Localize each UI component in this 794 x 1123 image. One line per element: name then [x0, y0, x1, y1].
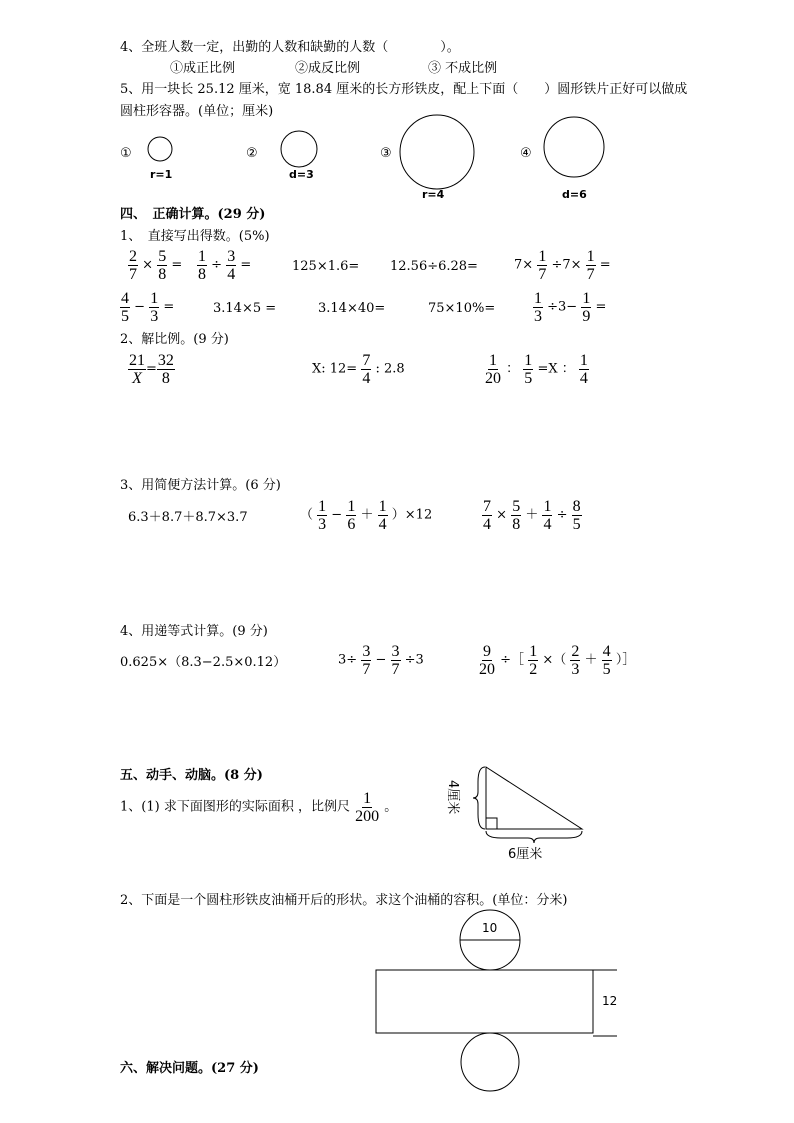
operator: ＋	[525, 507, 539, 523]
frac-den: X	[132, 370, 142, 387]
expr-1c: 125×1.6=	[292, 259, 360, 274]
s4-p2-title: 2、解比例。(9 分)	[120, 332, 229, 347]
height-label: 4厘米	[445, 780, 460, 815]
s5-p2: 2、下面是一个圆柱形铁皮油桶开后的形状。求这个油桶的容积。(单位：分米)	[120, 893, 568, 908]
frac-den: 3	[318, 516, 327, 533]
frac-num: 5	[158, 248, 167, 265]
operator: ÷7×	[551, 257, 582, 273]
equals: =	[595, 299, 607, 315]
frac-den: 4	[483, 516, 491, 533]
frac-den: 7	[362, 661, 371, 678]
frac-num: 4	[121, 290, 129, 307]
frac-den: 7	[538, 266, 547, 283]
bottom-circle	[461, 1033, 519, 1091]
operator: ×	[496, 507, 508, 523]
ratio-sep: ：	[506, 361, 520, 377]
operator: ÷	[556, 507, 568, 523]
operator: ÷	[211, 257, 223, 273]
paren-close: ）×12	[391, 507, 433, 523]
frac-den: 4	[362, 370, 371, 387]
frac-den: 4	[543, 516, 552, 533]
frac-den: 3	[571, 661, 580, 678]
expr-1g: 3.14×5 =	[213, 301, 277, 316]
question-5-line2: 圆柱形容器。(单位；厘米)	[120, 104, 274, 119]
frac-num: 3	[227, 248, 236, 265]
frac-den: 5	[602, 661, 611, 678]
expr-1h: 3.14×40=	[318, 301, 386, 316]
operator: −	[134, 299, 146, 315]
operator: ×（	[542, 652, 567, 668]
expr-1i: 75×10%=	[428, 301, 496, 316]
frac-den: 8	[161, 370, 170, 387]
circle-4-label: d=6	[562, 188, 587, 201]
operator: ＋	[360, 507, 374, 523]
frac-den: 7	[391, 661, 400, 678]
frac-den: 2	[529, 661, 538, 678]
expr-3a: 6.3＋8.7＋8.7×3.7	[128, 510, 248, 525]
operator: −	[331, 507, 343, 523]
prefix: 7×	[514, 257, 534, 273]
frac-num: 1	[534, 290, 542, 307]
frac-den: 3	[150, 308, 159, 325]
frac-num: 1	[579, 352, 588, 369]
ratio-mid: =X ：	[537, 361, 575, 377]
frac-den: 5	[572, 516, 581, 533]
circle-3-label: r=4	[422, 188, 445, 201]
suffix: ÷3	[404, 652, 424, 668]
circle-4-mark: ④	[520, 146, 532, 161]
frac-den: 20	[485, 370, 501, 387]
frac-num: 1	[543, 498, 552, 515]
base-label: 6厘米	[508, 847, 543, 862]
frac-num: 1	[363, 790, 372, 807]
equals: =	[163, 299, 175, 315]
frac-den: 8	[512, 516, 521, 533]
frac-num: 1	[538, 248, 547, 265]
circle-1-label: r=1	[150, 168, 173, 181]
circle-3-mark: ③	[380, 146, 392, 161]
circle-1-mark: ①	[120, 146, 132, 161]
question-4-text: 4、全班人数一定，出勤的人数和缺勤的人数（ ）。	[120, 40, 460, 55]
diameter-label: 10	[482, 921, 498, 935]
frac-den: 200	[355, 808, 380, 825]
q4-option-1: ①成正比例	[170, 61, 236, 76]
frac-num: 32	[157, 352, 174, 369]
frac-num: 7	[362, 352, 371, 369]
frac-num: 8	[572, 498, 581, 515]
operator: −	[375, 652, 387, 668]
frac-num: 2	[571, 643, 580, 660]
frac-den: 7	[129, 266, 137, 283]
question-5-line1: 5、用一块长 25.12 厘米，宽 18.84 厘米的长方形铁皮，配上下面（ ）圆形铁片正好可以做成	[120, 82, 688, 97]
frac-den: 8	[158, 266, 167, 283]
frac-num: 9	[483, 643, 491, 660]
frac-num: 1	[198, 248, 206, 265]
frac-num: 2	[129, 248, 137, 265]
frac-den: 5	[524, 370, 533, 387]
frac-num: 1	[582, 290, 591, 307]
frac-num: 1	[489, 352, 497, 369]
s4-p1-title: 1、 直接写出得数。(5%)	[120, 229, 270, 244]
s4-p4-title: 4、用递等式计算。(9 分)	[120, 624, 268, 639]
prefix: 3÷	[338, 652, 358, 668]
frac-num: 1	[150, 290, 159, 307]
frac-num: 3	[362, 643, 371, 660]
s5-p1-text: 1、(1) 求下面图形的实际面积 ，比例尺	[120, 799, 350, 815]
s5-p1-end: 。	[384, 799, 398, 815]
paren-open: （	[300, 507, 314, 523]
expr-4a: 0.625×（8.3−2.5×0.12）	[120, 655, 287, 670]
frac-num: 1	[347, 498, 356, 515]
operator: ÷［	[500, 652, 525, 668]
equals: =	[240, 257, 252, 273]
frac-den: 8	[198, 266, 206, 283]
frac-num: 4	[602, 643, 611, 660]
operator: ÷3−	[547, 299, 578, 315]
rect-height-label: 12	[602, 994, 618, 1008]
equals: =	[171, 257, 183, 273]
frac-den: 4	[227, 266, 236, 283]
operator: ＋	[584, 652, 598, 668]
section-6-title: 六、解决问题。(27 分)	[120, 1061, 259, 1076]
circle-2-label: d=3	[289, 168, 314, 181]
frac-den: 6	[347, 516, 356, 533]
equals: =	[146, 361, 157, 377]
suffix: ）］	[615, 652, 636, 668]
q4-option-3: ③ 不成比例	[428, 61, 498, 76]
section-5-title: 五、动手、动脑。(8 分)	[120, 768, 263, 783]
s4-p3-title: 3、用简便方法计算。(6 分)	[120, 478, 281, 493]
frac-num: 21	[129, 352, 145, 369]
frac-den: 4	[579, 370, 588, 387]
frac-den: 20	[479, 661, 495, 678]
frac-num: 1	[378, 498, 387, 515]
frac-den: 4	[378, 516, 387, 533]
frac-num: 1	[524, 352, 533, 369]
section-4-title: 四、 正确计算。(29 分)	[120, 207, 266, 222]
frac-num: 1	[318, 498, 327, 515]
frac-num: 1	[586, 248, 595, 265]
frac-num: 3	[391, 643, 400, 660]
frac-den: 3	[534, 308, 542, 325]
frac-num: 1	[529, 643, 538, 660]
operator: ×	[142, 257, 154, 273]
frac-den: 9	[582, 308, 591, 325]
q4-option-2: ②成反比例	[295, 61, 361, 76]
equals: =	[599, 257, 611, 273]
frac-den: 5	[121, 308, 129, 325]
circle-2-mark: ②	[246, 146, 258, 161]
prefix: X: 12=	[312, 361, 358, 377]
suffix: : 2.8	[375, 361, 405, 377]
side-rectangle	[376, 970, 593, 1033]
frac-den: 7	[586, 266, 595, 283]
frac-num: 7	[483, 498, 491, 515]
frac-num: 5	[512, 498, 521, 515]
expr-1d: 12.56÷6.28=	[390, 259, 478, 274]
